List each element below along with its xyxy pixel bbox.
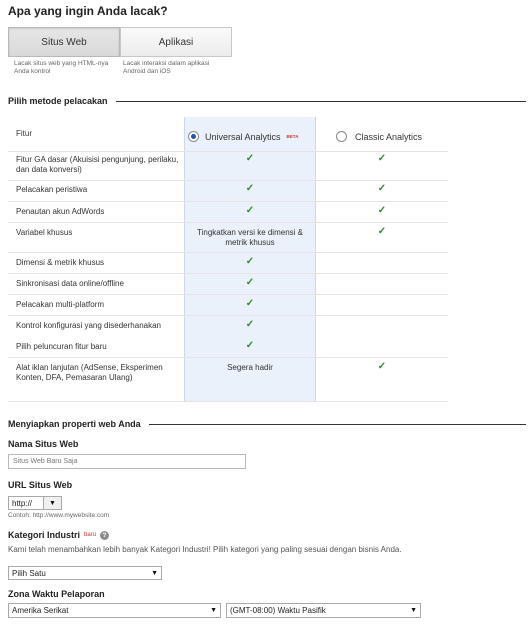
page-heading: Apa yang ingin Anda lacak? [8, 4, 168, 18]
row-divider [8, 222, 448, 223]
feature-header: Fitur [16, 129, 32, 138]
industry-label-row [8, 530, 109, 540]
check-icon: ✓ [377, 205, 387, 216]
country-select[interactable] [8, 603, 221, 618]
check-icon: ✓ [245, 298, 255, 309]
check-icon: ✓ [377, 361, 387, 372]
row-divider [8, 357, 448, 358]
chevron-down-icon: ▼ [410, 607, 417, 614]
feature-label: Pilih peluncuran fitur baru [16, 342, 107, 351]
row-divider [8, 151, 448, 152]
property-section-header [8, 419, 526, 429]
check-icon: ✓ [245, 319, 255, 330]
industry-value: Pilih Satu [12, 568, 46, 578]
check-icon: ✓ [245, 205, 255, 216]
industry-desc: Kami telah menambahkan lebih banyak Kategori Industri! Pilih kategori yang paling sesuai dengan bisnis Anda. [8, 545, 402, 554]
ua-coming-soon: Segera hadir [227, 363, 273, 372]
check-icon: ✓ [377, 153, 387, 164]
feature-label: Dimensi & metrik khusus [16, 258, 105, 267]
chevron-down-icon: ▼ [210, 607, 217, 614]
row-divider [8, 401, 448, 402]
chevron-down-icon: ▼ [151, 569, 158, 577]
track-app-button[interactable] [120, 27, 232, 57]
ua-label: Universal Analytics [205, 131, 281, 142]
ca-option[interactable] [336, 131, 422, 142]
section-divider [116, 101, 526, 102]
check-icon: ✓ [245, 183, 255, 194]
ca-radio[interactable] [336, 131, 347, 142]
method-section-header [8, 96, 526, 106]
check-icon: ✓ [245, 256, 255, 267]
check-icon: ✓ [377, 183, 387, 194]
url-example: Contoh: http://www.mywebsite.com [8, 512, 110, 519]
check-icon: ✓ [245, 153, 255, 164]
feature-label: Sinkronisasi data online/offline [16, 279, 124, 288]
feature-label: Kontrol konfigurasi yang disederhanakan [16, 321, 161, 330]
feature-label: Variabel khusus [16, 228, 73, 237]
timezone-value: (GMT-08:00) Waktu Pasifik [230, 606, 326, 615]
site-name-label: Nama Situs Web [8, 439, 79, 449]
row-divider [8, 294, 448, 295]
chevron-down-icon[interactable]: ▼ [43, 497, 61, 509]
timezone-select[interactable] [226, 603, 421, 618]
track-app-label: Aplikasi [158, 36, 194, 48]
method-section-title: Pilih metode pelacakan [8, 96, 108, 106]
row-divider [8, 201, 448, 202]
property-section-title: Menyiapkan properti web Anda [8, 419, 141, 429]
track-app-desc: Lacak interaksi dalam aplikasi Android dan iOS [123, 60, 210, 75]
check-icon: ✓ [245, 277, 255, 288]
feature-label: Penautan akun AdWords [16, 207, 105, 216]
feature-label: Pelacakan multi-platform [16, 300, 105, 309]
track-website-desc: Lacak situs web yang HTML-nya Anda kontrol [14, 60, 109, 75]
row-divider [8, 252, 448, 253]
ua-upgrade-note: Tingkatkan versi ke dimensi & metrik khusus [197, 228, 303, 247]
timezone-label: Zona Waktu Pelaporan [8, 589, 105, 599]
site-url-label: URL Situs Web [8, 480, 73, 490]
feature-label: Alat iklan lanjutan (AdSense, Eksperimen Konten, DFA, Pemasaran Ulang) [16, 363, 163, 382]
protocol-value: http:// [12, 498, 33, 508]
ua-radio[interactable] [188, 131, 199, 142]
industry-label: Kategori Industri [8, 530, 81, 540]
feature-label: Fitur GA dasar (Akuisisi pengunjung, perilaku, dan data konversi) [16, 155, 179, 174]
ua-option[interactable] [188, 131, 298, 142]
check-icon: ✓ [377, 226, 387, 237]
feature-label: Pelacakan peristiwa [16, 185, 88, 194]
country-value: Amerika Serikat [12, 606, 69, 615]
track-website-button[interactable] [8, 27, 120, 57]
check-icon: ✓ [245, 340, 255, 351]
site-name-input[interactable] [8, 454, 246, 469]
help-icon[interactable]: ? [100, 531, 109, 540]
row-divider [8, 273, 448, 274]
track-website-label: Situs Web [41, 36, 87, 48]
beta-badge: BETA [286, 134, 299, 139]
new-badge: baru [84, 532, 97, 538]
row-divider [8, 180, 448, 181]
ca-label: Classic Analytics [355, 131, 423, 142]
protocol-select[interactable] [8, 496, 62, 510]
row-divider [8, 315, 448, 316]
industry-select[interactable] [8, 566, 162, 580]
section-divider [149, 424, 526, 425]
site-name-placeholder: Situs Web Baru Saja [13, 458, 78, 465]
